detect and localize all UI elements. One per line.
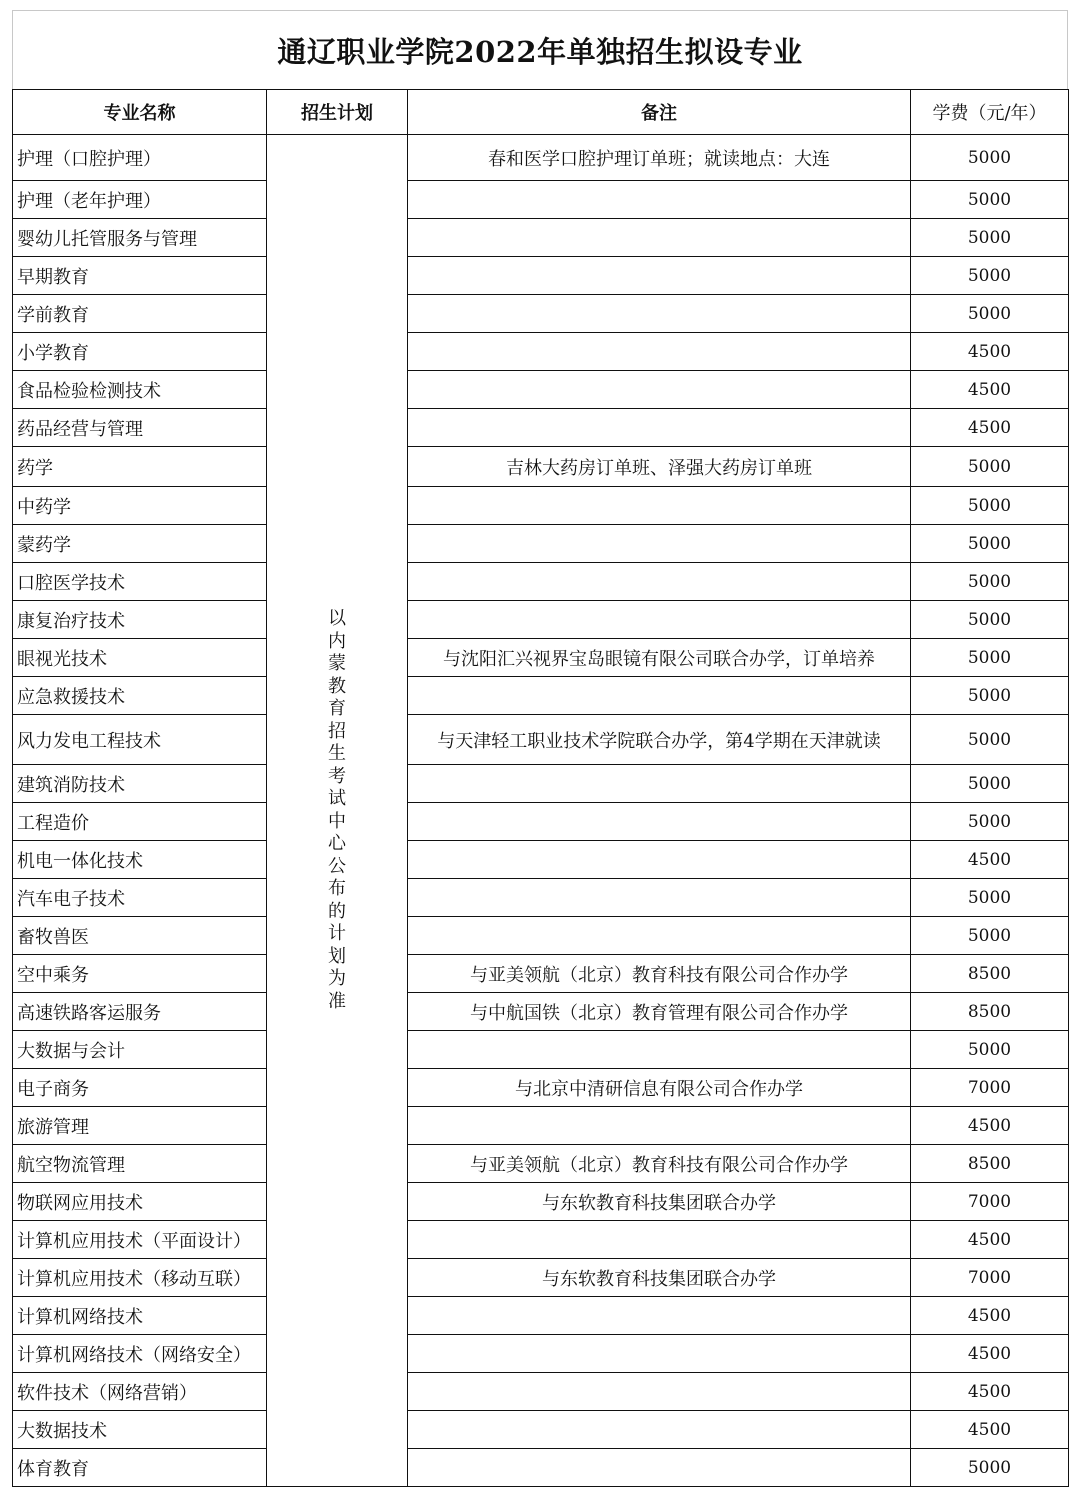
plan-note: 以 内 蒙 教 育 招 生 考 试 中 心 公 布 的 计 划 为 准 [328, 608, 346, 1012]
table-row [13, 715, 1069, 765]
major-fee: 5000 [911, 487, 1069, 525]
header-note: 备注 [408, 90, 911, 135]
major-fee: 5000 [911, 525, 1069, 563]
major-fee: 5000 [911, 765, 1069, 803]
major-name: 计算机网络技术（网络安全） [13, 1335, 267, 1373]
major-name: 旅游管理 [13, 1107, 267, 1145]
table-row [13, 563, 1069, 601]
major-name: 药品经营与管理 [13, 409, 267, 447]
table-row [13, 1449, 1069, 1487]
major-fee: 5000 [911, 257, 1069, 295]
major-fee: 5000 [911, 447, 1069, 487]
major-name: 婴幼儿托管服务与管理 [13, 219, 267, 257]
major-name: 小学教育 [13, 333, 267, 371]
table-row [13, 295, 1069, 333]
major-name: 应急救援技术 [13, 677, 267, 715]
table-row [13, 487, 1069, 525]
major-note [408, 181, 911, 219]
major-fee: 7000 [911, 1069, 1069, 1107]
major-note [408, 1031, 911, 1069]
major-fee: 5000 [911, 1449, 1069, 1487]
header-name: 专业名称 [13, 90, 267, 135]
majors-table [12, 89, 1069, 1487]
major-fee: 5000 [911, 879, 1069, 917]
major-fee: 5000 [911, 219, 1069, 257]
major-fee: 8500 [911, 993, 1069, 1031]
major-name: 计算机应用技术（平面设计） [13, 1221, 267, 1259]
major-note [408, 1297, 911, 1335]
major-fee: 5000 [911, 135, 1069, 181]
table-row [13, 1221, 1069, 1259]
major-fee: 5000 [911, 639, 1069, 677]
major-name: 食品检验检测技术 [13, 371, 267, 409]
major-fee: 4500 [911, 1297, 1069, 1335]
major-note [408, 841, 911, 879]
table-row [13, 601, 1069, 639]
major-note [408, 1107, 911, 1145]
major-note [408, 219, 911, 257]
table-row [13, 677, 1069, 715]
plan-note-cell [267, 135, 408, 1487]
major-fee: 4500 [911, 1221, 1069, 1259]
header-plan: 招生计划 [267, 90, 408, 135]
major-fee: 5000 [911, 295, 1069, 333]
major-name: 大数据与会计 [13, 1031, 267, 1069]
major-name: 体育教育 [13, 1449, 267, 1487]
major-fee: 4500 [911, 1411, 1069, 1449]
major-fee: 5000 [911, 917, 1069, 955]
major-note [408, 295, 911, 333]
table-row [13, 219, 1069, 257]
major-fee: 4500 [911, 1335, 1069, 1373]
major-name: 药学 [13, 447, 267, 487]
major-name: 蒙药学 [13, 525, 267, 563]
table-row [13, 639, 1069, 677]
table-body [13, 135, 1069, 1487]
major-name: 护理（老年护理） [13, 181, 267, 219]
major-name: 空中乘务 [13, 955, 267, 993]
major-note [408, 487, 911, 525]
major-name: 航空物流管理 [13, 1145, 267, 1183]
major-note [408, 1411, 911, 1449]
major-name: 风力发电工程技术 [13, 715, 267, 765]
table-row [13, 1373, 1069, 1411]
major-fee: 5000 [911, 677, 1069, 715]
major-note: 与亚美领航（北京）教育科技有限公司合作办学 [408, 1145, 911, 1183]
major-fee: 4500 [911, 1373, 1069, 1411]
major-fee: 5000 [911, 601, 1069, 639]
major-note [408, 371, 911, 409]
major-note: 与北京中清研信息有限公司合作办学 [408, 1069, 911, 1107]
major-name: 大数据技术 [13, 1411, 267, 1449]
table-row [13, 1259, 1069, 1297]
table-row [13, 1145, 1069, 1183]
major-fee: 4500 [911, 371, 1069, 409]
major-fee: 5000 [911, 181, 1069, 219]
major-fee: 4500 [911, 333, 1069, 371]
major-note [408, 563, 911, 601]
table-row [13, 333, 1069, 371]
major-fee: 4500 [911, 1107, 1069, 1145]
table-row [13, 1107, 1069, 1145]
major-note [408, 677, 911, 715]
table-row [13, 1335, 1069, 1373]
major-fee: 8500 [911, 1145, 1069, 1183]
major-note: 春和医学口腔护理订单班；就读地点：大连 [408, 135, 911, 181]
major-note [408, 1449, 911, 1487]
table-row [13, 955, 1069, 993]
major-fee: 5000 [911, 803, 1069, 841]
major-name: 早期教育 [13, 257, 267, 295]
major-fee: 5000 [911, 1031, 1069, 1069]
major-name: 计算机网络技术 [13, 1297, 267, 1335]
major-note [408, 917, 911, 955]
major-note: 与亚美领航（北京）教育科技有限公司合作办学 [408, 955, 911, 993]
table-row [13, 447, 1069, 487]
major-name: 物联网应用技术 [13, 1183, 267, 1221]
table-row [13, 1411, 1069, 1449]
major-note: 与中航国铁（北京）教育管理有限公司合作办学 [408, 993, 911, 1031]
major-name: 机电一体化技术 [13, 841, 267, 879]
major-name: 电子商务 [13, 1069, 267, 1107]
major-name: 眼视光技术 [13, 639, 267, 677]
major-note [408, 601, 911, 639]
table-row [13, 409, 1069, 447]
major-note [408, 1373, 911, 1411]
major-fee: 7000 [911, 1259, 1069, 1297]
table-header-row [13, 90, 1069, 135]
major-note [408, 1221, 911, 1259]
major-name: 软件技术（网络营销） [13, 1373, 267, 1411]
table-row [13, 135, 1069, 181]
table-row [13, 1297, 1069, 1335]
major-name: 口腔医学技术 [13, 563, 267, 601]
table-row [13, 841, 1069, 879]
major-name: 建筑消防技术 [13, 765, 267, 803]
major-note [408, 803, 911, 841]
major-note: 与沈阳汇兴视界宝岛眼镜有限公司联合办学，订单培养 [408, 639, 911, 677]
major-name: 康复治疗技术 [13, 601, 267, 639]
table-row [13, 879, 1069, 917]
header-fee: 学费（元/年） [911, 90, 1069, 135]
table-row [13, 257, 1069, 295]
major-name: 高速铁路客运服务 [13, 993, 267, 1031]
major-fee: 4500 [911, 409, 1069, 447]
major-name: 学前教育 [13, 295, 267, 333]
table-row [13, 371, 1069, 409]
major-note: 与东软教育科技集团联合办学 [408, 1259, 911, 1297]
major-note [408, 257, 911, 295]
page-title: 通辽职业学院2022年单独招生拟设专业 [12, 10, 1068, 89]
major-fee: 5000 [911, 715, 1069, 765]
major-note [408, 765, 911, 803]
major-note: 吉林大药房订单班、泽强大药房订单班 [408, 447, 911, 487]
major-fee: 8500 [911, 955, 1069, 993]
major-note: 与天津轻工职业技术学院联合办学，第4学期在天津就读 [408, 715, 911, 765]
major-note [408, 525, 911, 563]
table-row [13, 1069, 1069, 1107]
table-row [13, 1031, 1069, 1069]
major-note [408, 333, 911, 371]
table-row [13, 803, 1069, 841]
major-name: 汽车电子技术 [13, 879, 267, 917]
major-name: 计算机应用技术（移动互联） [13, 1259, 267, 1297]
major-fee: 5000 [911, 563, 1069, 601]
major-name: 工程造价 [13, 803, 267, 841]
major-note: 与东软教育科技集团联合办学 [408, 1183, 911, 1221]
table-row [13, 765, 1069, 803]
table-row [13, 1183, 1069, 1221]
table-row [13, 525, 1069, 563]
major-fee: 7000 [911, 1183, 1069, 1221]
major-note [408, 879, 911, 917]
table-row [13, 993, 1069, 1031]
major-fee: 4500 [911, 841, 1069, 879]
major-name: 护理（口腔护理） [13, 135, 267, 181]
table-row [13, 917, 1069, 955]
major-name: 中药学 [13, 487, 267, 525]
major-note [408, 409, 911, 447]
major-name: 畜牧兽医 [13, 917, 267, 955]
major-note [408, 1335, 911, 1373]
table-row [13, 181, 1069, 219]
